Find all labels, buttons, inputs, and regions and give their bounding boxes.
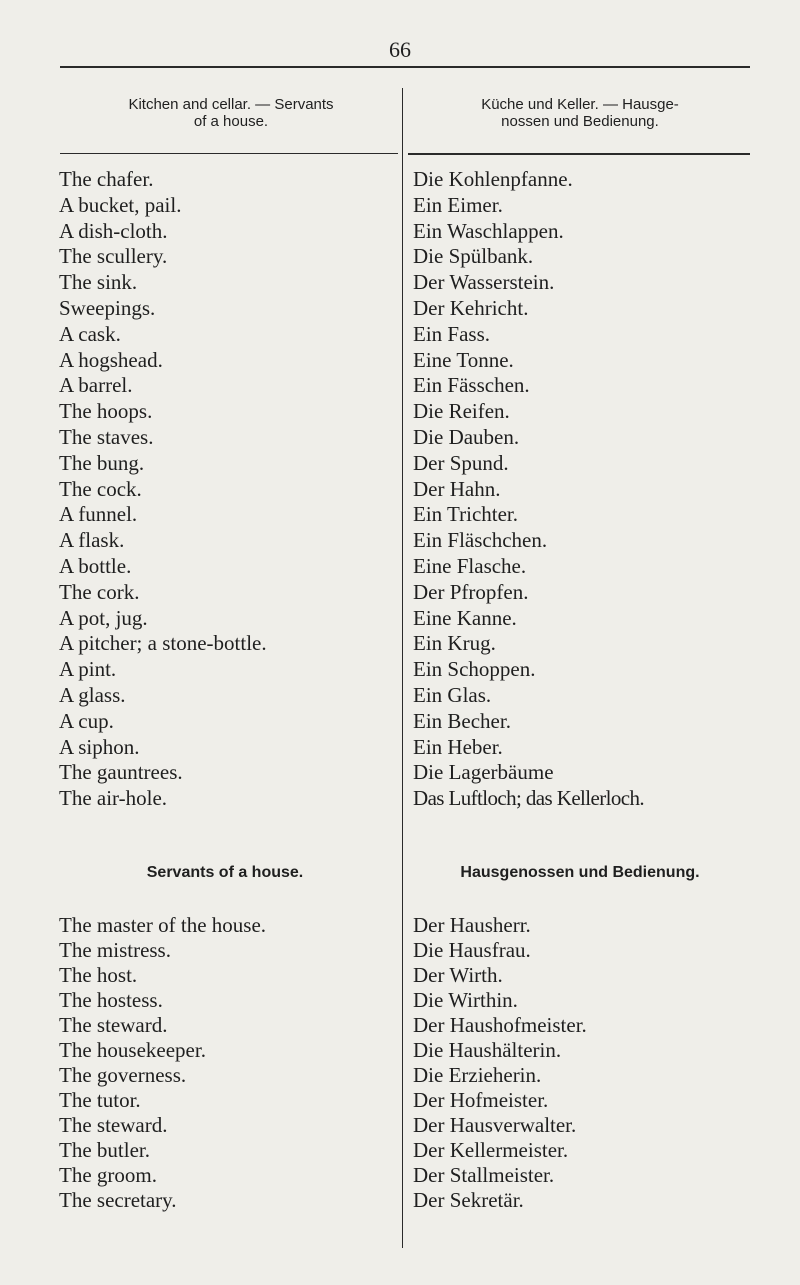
list-item: Der Pfropfen. (413, 579, 529, 604)
list-item: Der Stallmeister. (413, 1163, 555, 1187)
list-item: Der Haushofmeister. (413, 1013, 587, 1037)
list-item: The tutor. (59, 1088, 141, 1112)
list-item: Der Kellermeister. (413, 1138, 569, 1162)
list-item: The cork. (59, 579, 140, 604)
list-item: The steward. (59, 1113, 168, 1137)
list-item: Die Hausfrau. (413, 938, 531, 962)
list-item: Eine Flasche. (413, 553, 527, 578)
list-item: Ein Fläschchen. (413, 528, 548, 553)
list-item: Ein Glas. (413, 682, 492, 707)
list-item: Das Luftloch; das Kellerloch. (413, 786, 645, 811)
list-item: The mistress. (59, 938, 171, 962)
list-item: The secretary. (59, 1188, 177, 1212)
list-item: Ein Schoppen. (413, 657, 536, 682)
list-item: Die Spülbank. (413, 244, 534, 269)
list-item: A barrel. (59, 373, 133, 398)
list-item: The air-hole. (59, 786, 168, 811)
list-item: Der Sekretär. (413, 1188, 524, 1212)
header-left-line-1: Kitchen and cellar. — Servants (128, 96, 334, 113)
list-item: The hoops. (59, 399, 153, 424)
list-item: The sink. (59, 270, 138, 295)
list-item: The master of the house. (59, 913, 267, 937)
header-right-line-2: nossen und Bedienung. (501, 113, 659, 130)
list-item: Ein Eimer. (413, 192, 503, 217)
list-item: The chafer. (59, 167, 154, 191)
list-item: Der Wirth. (413, 963, 503, 987)
list-item: The cock. (59, 476, 142, 501)
list-item: A glass. (59, 682, 126, 707)
list-item: The steward. (59, 1013, 168, 1037)
list-item: A pot, jug. (59, 605, 148, 630)
servants-heading-en: Servants of a house. (146, 864, 304, 881)
servants-heading-de: Hausgenossen und Bedienung. (460, 864, 700, 881)
list-item: Ein Heber. (413, 734, 503, 759)
list-item: A cup. (59, 708, 114, 733)
list-item: Der Hahn. (413, 476, 501, 501)
list-item: Ein Becher. (413, 708, 511, 733)
list-item: Ein Trichter. (413, 502, 519, 527)
list-item: Ein Fass. (413, 321, 491, 346)
servants-german-list (413, 913, 587, 1213)
column-divider (402, 88, 403, 1248)
header-rule-left (60, 153, 398, 154)
list-item: Der Spund. (413, 450, 509, 475)
list-item: Ein Krug. (413, 631, 496, 656)
list-item: Die Lagerbäume (413, 760, 554, 785)
list-item: Eine Tonne. (413, 347, 514, 372)
header-left-line-2: of a house. (193, 113, 269, 130)
list-item: Die Erzieherin. (413, 1063, 542, 1087)
list-item: Die Wirthin. (413, 988, 518, 1012)
list-item: Sweepings. (59, 295, 156, 320)
list-item: Die Haushälterin. (413, 1038, 562, 1062)
list-item: Der Hausverwalter. (413, 1113, 577, 1137)
list-item: A cask. (59, 321, 121, 346)
list-item: The scullery. (59, 244, 168, 269)
servants-english-list (59, 913, 266, 1213)
list-item: Die Dauben. (413, 424, 520, 449)
list-item: A bottle. (59, 553, 132, 578)
list-item: A dish-cloth. (59, 218, 168, 243)
list-item: The host. (59, 963, 138, 987)
list-item: A bucket, pail. (59, 192, 182, 217)
page-number: 66 (389, 37, 411, 62)
list-item: Ein Fässchen. (413, 373, 530, 398)
list-item: A siphon. (59, 734, 140, 759)
list-item: Der Wasserstein. (413, 270, 555, 295)
kitchen-german-list (413, 167, 644, 812)
header-right-line-1: Küche und Keller. — Hausge- (481, 96, 679, 113)
list-item: A funnel. (59, 502, 138, 527)
list-item: Die Kohlenpfanne. (413, 167, 573, 191)
list-item: The staves. (59, 424, 154, 449)
list-item: Die Reifen. (413, 399, 510, 424)
header-right (410, 96, 750, 130)
list-item: The butler. (59, 1138, 150, 1162)
list-item: Ein Waschlappen. (413, 218, 564, 243)
list-item: Der Kehricht. (413, 295, 529, 320)
list-item: Eine Kanne. (413, 605, 517, 630)
list-item: A flask. (59, 528, 125, 553)
list-item: The hostess. (59, 988, 163, 1012)
list-item: The governess. (59, 1063, 187, 1087)
list-item: The bung. (59, 450, 145, 475)
header-left (62, 96, 400, 130)
kitchen-english-list (59, 167, 267, 812)
list-item: The gauntrees. (59, 760, 183, 785)
top-rule (60, 66, 750, 68)
list-item: A pint. (59, 657, 117, 682)
list-item: A hogshead. (59, 347, 163, 372)
list-item: Der Hofmeister. (413, 1088, 549, 1112)
header-rule-right (408, 153, 750, 155)
list-item: The groom. (59, 1163, 157, 1187)
list-item: The housekeeper. (59, 1038, 206, 1062)
list-item: A pitcher; a stone-bottle. (59, 631, 267, 656)
list-item: Der Hausherr. (413, 913, 531, 937)
